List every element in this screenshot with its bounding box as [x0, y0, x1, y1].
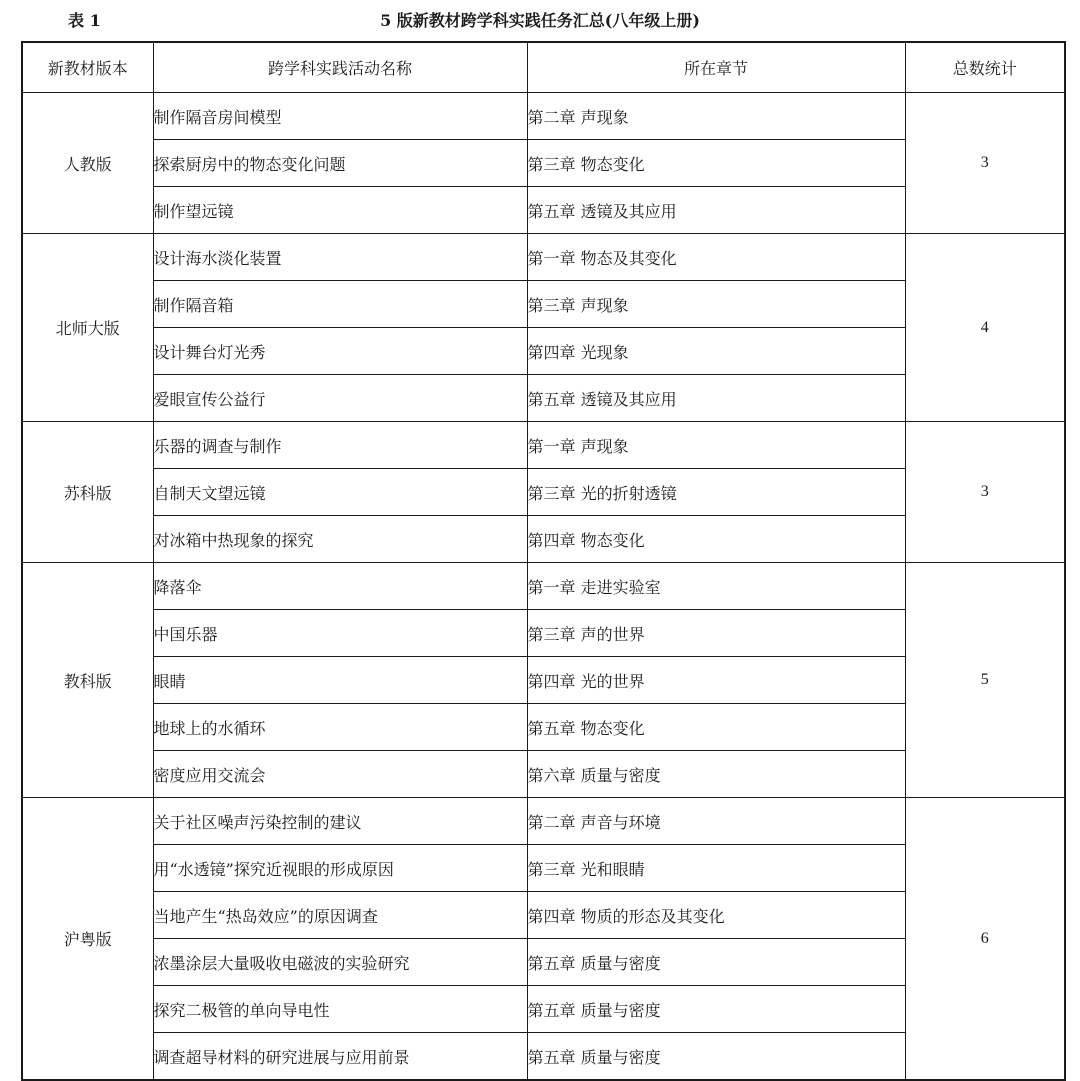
- table-body: [22, 93, 1065, 1081]
- chapter-cell: 第五章 质量与密度: [527, 986, 905, 1033]
- total-count-cell: 4: [905, 234, 1065, 422]
- table-label: 表 1: [68, 11, 101, 30]
- chapter-cell: 第三章 声现象: [527, 281, 905, 328]
- chapter-cell: 第一章 物态及其变化: [527, 234, 905, 281]
- header-total: 总数统计: [905, 42, 1065, 93]
- chapter-cell: 第三章 物态变化: [527, 140, 905, 187]
- activity-cell: 制作望远镜: [153, 187, 527, 234]
- activity-cell: 中国乐器: [153, 610, 527, 657]
- header-version: 新教材版本: [22, 42, 153, 93]
- activity-cell: 设计舞台灯光秀: [153, 328, 527, 375]
- activity-cell: 探究二极管的单向导电性: [153, 986, 527, 1033]
- header-row: [22, 42, 1065, 93]
- chapter-cell: 第四章 光的世界: [527, 657, 905, 704]
- activity-cell: 制作隔音箱: [153, 281, 527, 328]
- task-summary-table: [21, 41, 1066, 1081]
- table-row: [22, 93, 1065, 140]
- chapter-cell: 第三章 声的世界: [527, 610, 905, 657]
- chapter-cell: 第五章 质量与密度: [527, 1033, 905, 1081]
- header-chapter: 所在章节: [527, 42, 905, 93]
- chapter-cell: 第五章 透镜及其应用: [527, 187, 905, 234]
- chapter-cell: 第四章 光现象: [527, 328, 905, 375]
- chapter-cell: 第六章 质量与密度: [527, 751, 905, 798]
- table-row: [22, 798, 1065, 845]
- table-row: [22, 563, 1065, 610]
- version-cell: 教科版: [22, 563, 153, 798]
- activity-cell: 制作隔音房间模型: [153, 93, 527, 140]
- version-cell: 北师大版: [22, 234, 153, 422]
- activity-cell: 浓墨涂层大量吸收电磁波的实验研究: [153, 939, 527, 986]
- activity-cell: 当地产生“热岛效应”的原因调查: [153, 892, 527, 939]
- activity-cell: 密度应用交流会: [153, 751, 527, 798]
- table-row: [22, 234, 1065, 281]
- chapter-cell: 第五章 质量与密度: [527, 939, 905, 986]
- chapter-cell: 第一章 走进实验室: [527, 563, 905, 610]
- chapter-cell: 第四章 物态变化: [527, 516, 905, 563]
- chapter-cell: 第五章 透镜及其应用: [527, 375, 905, 422]
- chapter-cell: 第二章 声现象: [527, 93, 905, 140]
- activity-cell: 关于社区噪声污染控制的建议: [153, 798, 527, 845]
- activity-cell: 对冰箱中热现象的探究: [153, 516, 527, 563]
- chapter-cell: 第三章 光和眼睛: [527, 845, 905, 892]
- activity-cell: 爱眼宣传公益行: [153, 375, 527, 422]
- activity-cell: 乐器的调查与制作: [153, 422, 527, 469]
- chapter-cell: 第四章 物质的形态及其变化: [527, 892, 905, 939]
- total-count-cell: 3: [905, 422, 1065, 563]
- version-cell: 人教版: [22, 93, 153, 234]
- chapter-cell: 第一章 声现象: [527, 422, 905, 469]
- activity-cell: 探索厨房中的物态变化问题: [153, 140, 527, 187]
- total-count-cell: 6: [905, 798, 1065, 1081]
- activity-cell: 用“水透镜”探究近视眼的形成原因: [153, 845, 527, 892]
- table-caption: 5 版新教材跨学科实践任务汇总(八年级上册): [380, 11, 700, 30]
- activity-cell: 眼睛: [153, 657, 527, 704]
- activity-cell: 设计海水淡化装置: [153, 234, 527, 281]
- activity-cell: 降落伞: [153, 563, 527, 610]
- activity-cell: 调查超导材料的研究进展与应用前景: [153, 1033, 527, 1081]
- total-count-cell: 3: [905, 93, 1065, 234]
- version-cell: 沪粤版: [22, 798, 153, 1081]
- activity-cell: 自制天文望远镜: [153, 469, 527, 516]
- activity-cell: 地球上的水循环: [153, 704, 527, 751]
- header-activity: 跨学科实践活动名称: [153, 42, 527, 93]
- chapter-cell: 第五章 物态变化: [527, 704, 905, 751]
- table-row: [22, 422, 1065, 469]
- version-cell: 苏科版: [22, 422, 153, 563]
- chapter-cell: 第三章 光的折射透镜: [527, 469, 905, 516]
- total-count-cell: 5: [905, 563, 1065, 798]
- chapter-cell: 第二章 声音与环境: [527, 798, 905, 845]
